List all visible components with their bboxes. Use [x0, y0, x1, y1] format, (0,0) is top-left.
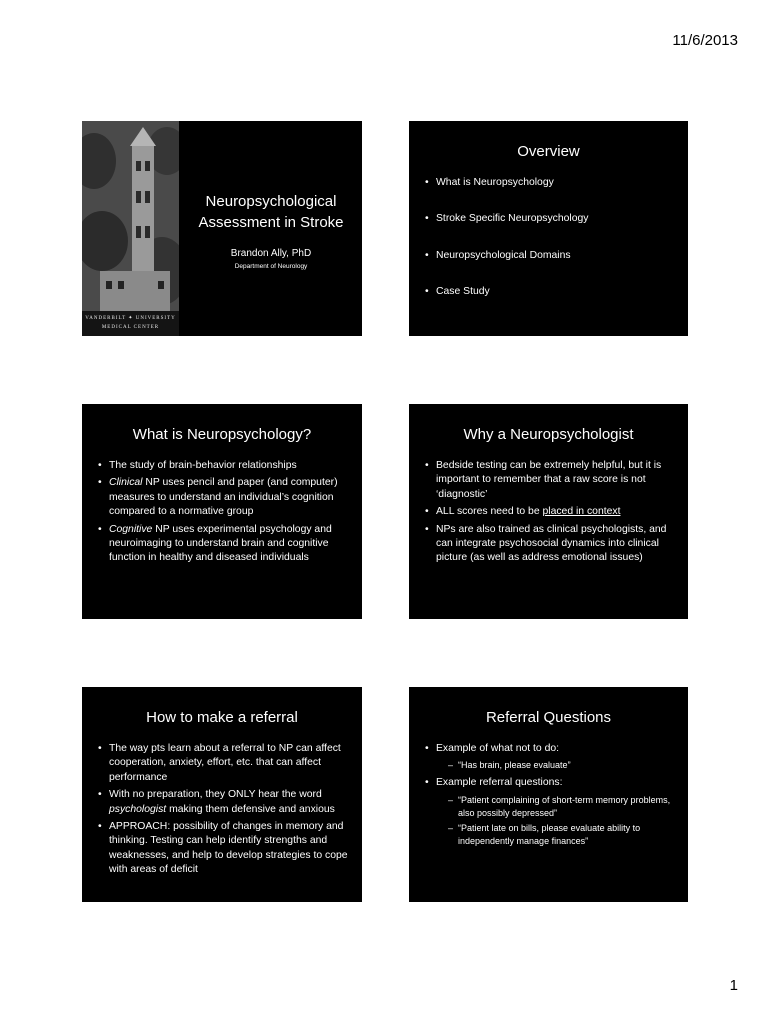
sub-list — [436, 794, 674, 848]
caption-line-1: VANDERBILT ✦ UNIVERSITY — [85, 316, 176, 321]
list-item — [98, 788, 348, 817]
emphasis-text: Cognitive — [109, 523, 153, 535]
department-name: Department of Neurology — [234, 263, 308, 270]
list-item: • The study of brain-behavior relationships — [98, 459, 348, 473]
slide-title: Why a Neuropsychologist — [463, 426, 634, 443]
bullet-list — [82, 459, 362, 566]
slide-how-to-make-referral — [82, 687, 362, 902]
bullet-list — [82, 742, 362, 878]
campus-tower-photo — [82, 121, 179, 336]
bullet-list — [409, 459, 688, 566]
header-date: 11/6/2013 — [672, 32, 738, 49]
list-item: • Case Study — [425, 285, 674, 299]
bullet-text: Example of what not to do: — [436, 743, 560, 754]
bullet-list — [409, 176, 688, 300]
bullet-text: With no preparation, they ONLY hear the word — [109, 789, 322, 801]
underlined-text: placed in context — [542, 506, 621, 518]
list-item: • Neuropsychological Domains — [425, 249, 674, 263]
emphasis-text: Clinical — [109, 477, 143, 489]
sub-list-item: – “Patient late on bills, please evaluate ability to independently manage finances” — [448, 822, 674, 848]
slide-title: Referral Questions — [485, 709, 612, 726]
list-item: • The way pts learn about a referral to NP can affect cooperation, anxiety, effort, etc. that can affect performance — [98, 742, 348, 785]
sub-list-item: – “Has brain, please evaluate” — [448, 759, 674, 772]
list-item — [98, 476, 348, 519]
sub-list — [436, 759, 674, 772]
tower-illustration — [82, 121, 179, 336]
list-item: • APPROACH: possibility of changes in memory and thinking. Testing can help identify strengths and weaknesses, and help to develop strategies to cope with areas of deficit — [98, 820, 348, 878]
list-item — [425, 505, 674, 519]
list-item — [98, 523, 348, 566]
author-name: Brandon Ally, PhD — [230, 248, 312, 259]
photo-caption — [82, 314, 179, 332]
page-number: 1 — [729, 977, 738, 994]
sub-list-item: – “Patient complaining of short-term memory problems, also possibly depressed” — [448, 794, 674, 820]
list-item: • Stroke Specific Neuropsychology — [425, 212, 674, 226]
list-item: • NPs are also trained as clinical psychologists, and can integrate psychosocial dynamics into clinical picture (as well as address emotional issues) — [425, 523, 674, 566]
slide-overview — [409, 121, 688, 336]
emphasis-text: psychologist — [109, 803, 167, 815]
slide-title: How to make a referral — [146, 709, 298, 726]
slide-referral-questions — [409, 687, 688, 902]
list-item — [425, 776, 674, 847]
list-item: • Bedside testing can be extremely helpful, but it is important to remember that a raw score is not ‘diagnostic’ — [425, 459, 674, 502]
caption-line-2: MEDICAL CENTER — [101, 325, 160, 330]
slide1-title — [180, 191, 362, 233]
bullet-text: Example referral questions: — [436, 777, 563, 789]
title-line-1: Neuropsychological — [205, 193, 337, 210]
bullet-text: NP uses experimental psychology and neuroimaging to understand brain and cognitive function in healthy and diseased individuals — [109, 523, 332, 564]
list-item — [425, 742, 674, 772]
slide-why-neuropsychologist — [409, 404, 688, 619]
slide-what-is-neuropsychology — [82, 404, 362, 619]
title-line-2: Assessment in Stroke — [198, 214, 344, 231]
bullet-list — [409, 742, 688, 848]
slide-title: What is Neuropsychology? — [132, 426, 312, 443]
list-item: • What is Neuropsychology — [425, 176, 674, 190]
bullet-text: ALL scores need to be — [436, 506, 543, 518]
slide-title-page — [82, 121, 362, 336]
bullet-text: making them defensive and anxious — [166, 803, 335, 815]
bullet-text: NP uses pencil and paper (and computer) measures to understand an individual’s cognition compared to a normative group — [109, 477, 338, 518]
slide-title: Overview — [517, 143, 580, 160]
